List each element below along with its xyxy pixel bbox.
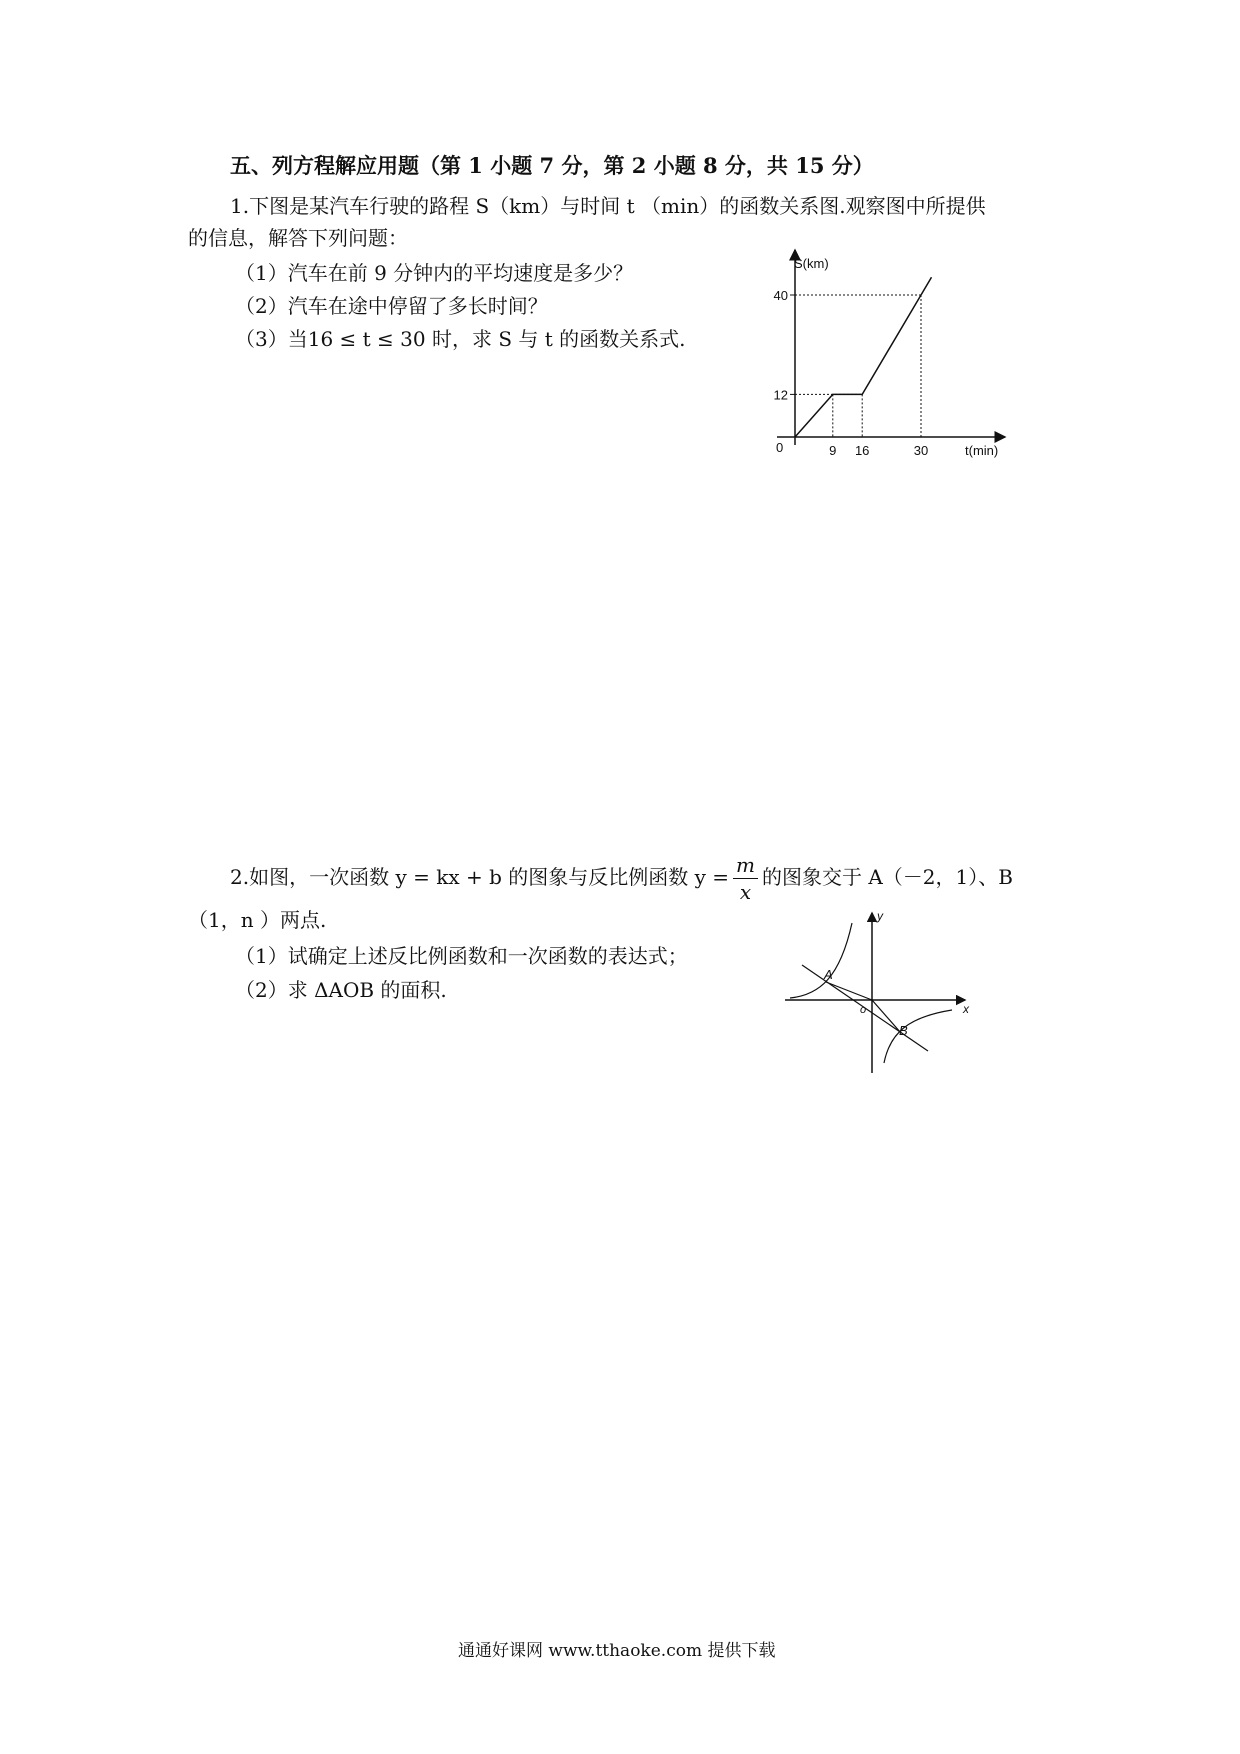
- q2-line2: （1，n ）两点.: [188, 908, 327, 932]
- function-graph: [780, 905, 980, 1075]
- q2-line1: [230, 855, 1013, 902]
- hyperbola-branch-lower-right: [884, 1010, 952, 1063]
- fraction-denominator: x: [739, 880, 752, 904]
- graph-x-label: x: [963, 1002, 969, 1016]
- q1-item-1: （1）汽车在前 9 分钟内的平均速度是多少？: [235, 261, 634, 285]
- footer-text: 通通好课网 www.tthaoke.com 提供下载: [458, 1641, 776, 1661]
- q2-item-1: （1）试确定上述反比例函数和一次函数的表达式；: [235, 944, 688, 968]
- q1-item-3: （3）当16 ≤ t ≤ 30 时，求 S 与 t 的函数关系式.: [235, 327, 686, 351]
- point-a-label: A: [824, 967, 833, 982]
- fraction-numerator: m: [733, 855, 758, 879]
- q1-intro-line2: 的信息，解答下列问题：: [188, 226, 408, 250]
- q1-intro-line1: 1.下图是某汽车行驶的路程 S（km）与时间 t （min）的函数关系图.观察图中所提供: [230, 194, 986, 218]
- chart-x-tick-label-16: 16: [854, 443, 870, 458]
- graph-y-label: y: [877, 909, 883, 923]
- hyperbola-branch-upper-left: [790, 923, 852, 998]
- q2-line1-after: 的图象交于 A（－2，1）、B: [761, 865, 1013, 889]
- section-title: 五、列方程解应用题（第 1 小题 7 分，第 2 小题 8 分，共 15 分）: [230, 153, 874, 178]
- inverse-fraction: [733, 855, 758, 902]
- graph-origin-label: o: [860, 1004, 867, 1016]
- chart-origin-label: 0: [776, 440, 784, 455]
- chart-x-tick-label-9: 9: [829, 443, 837, 458]
- distance-time-chart: [750, 240, 1030, 470]
- chart-x-tick-label-30: 30: [913, 443, 929, 458]
- point-b-label: B: [899, 1023, 908, 1038]
- chart-x-axis-label: t(min): [965, 443, 999, 458]
- chart-series-line: [795, 277, 932, 437]
- q2-line1-before: 2.如图，一次函数 y = kx + b 的图象与反比例函数 y =: [230, 865, 730, 889]
- chart-y-tick-label-40: 40: [773, 288, 788, 303]
- q1-item-2: （2）汽车在途中停留了多长时间？: [235, 294, 548, 318]
- q2-item-2: （2）求 ΔAOB 的面积.: [235, 978, 447, 1002]
- segment-ob: [872, 1000, 901, 1033]
- chart-y-tick-label-12: 12: [773, 387, 788, 403]
- chart-y-axis-label: S(km): [794, 256, 829, 271]
